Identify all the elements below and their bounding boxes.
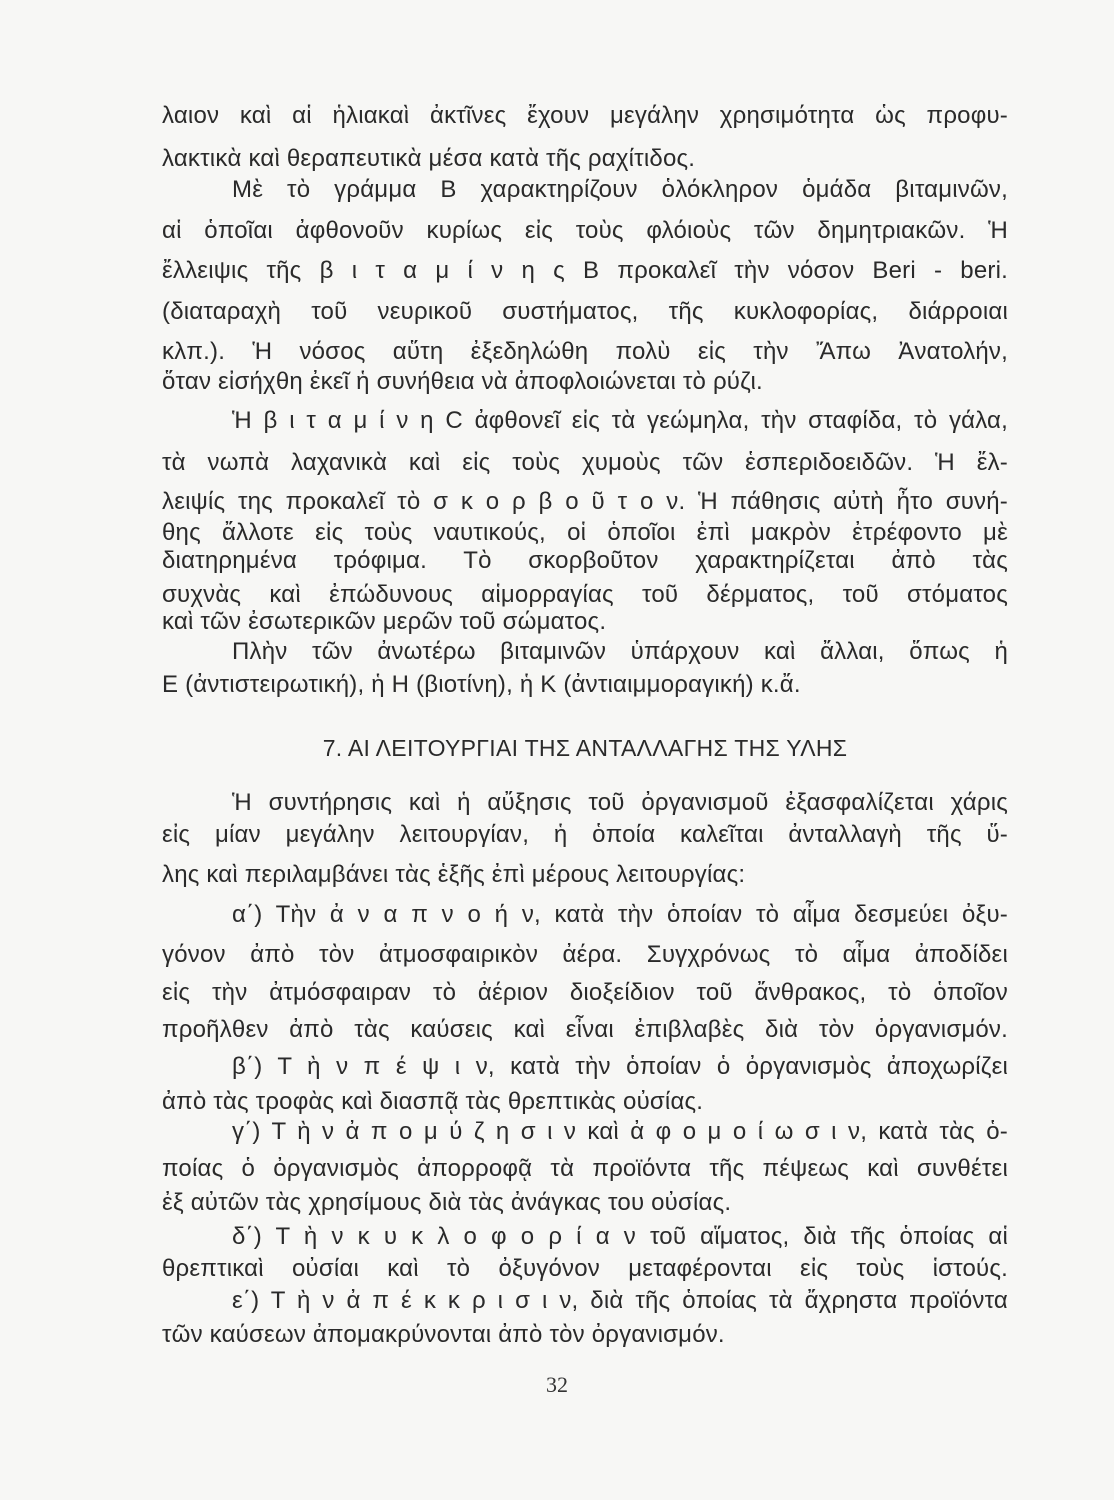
text-line: προῆλθεν ἀπὸ τὰς καύσεις καὶ εἶναι ἐπιβλαβὲς διὰ τὸν ὀργανισμόν.	[162, 1016, 1008, 1043]
text-line: ὅταν εἰσήχθη ἐκεῖ ἡ συνήθεια νὰ ἀποφλοιώνεται τὸ ρύζι.	[162, 368, 763, 395]
text-line: ε΄) Τ ὴ ν ἀ π έ κ κ ρ ι σ ι ν, διὰ τῆς ὁποίας τὰ ἄχρηστα προϊόντα	[232, 1287, 1008, 1314]
text-line: εἰς μίαν μεγάλην λειτουργίαν, ἡ ὁποία καλεῖται ἀνταλλαγὴ τῆς ὕ-	[162, 821, 1008, 848]
text-line: διατηρημένα τρόφιμα. Τὸ σκορβοῦτον χαρακτηρίζεται ἀπὸ τὰς	[162, 547, 1008, 574]
text-line: εἰς τὴν ἀτμόσφαιραν τὸ ἀέριον διοξείδιον τοῦ ἄνθρακος, τὸ ὁποῖον	[162, 979, 1008, 1006]
text-line: λαιον καὶ αἱ ἡλιακαὶ ἀκτῖνες ἔχουν μεγάλην χρησιμότητα ὡς προφυ-	[162, 102, 1008, 129]
text-line: λης καὶ περιλαμβάνει τὰς ἑξῆς ἐπὶ μέρους λειτουργίας:	[162, 861, 746, 888]
text-line: Ε (ἀντιστειρωτική), ἡ Η (βιοτίνη), ἡ Κ (ἀντιαιμμοραγική) κ.ἄ.	[162, 671, 801, 698]
text-line: καὶ τῶν ἐσωτερικῶν μερῶν τοῦ σώματος.	[162, 608, 607, 635]
text-line: ἐξ αὐτῶν τὰς χρησίμους διὰ τὰς ἀνάγκας του οὐσίας.	[162, 1189, 732, 1216]
text-line: συχνὰς καὶ ἐπώδυνους αἱμορραγίας τοῦ δέρματος, τοῦ στόματος	[162, 581, 1008, 608]
text-line: β΄) Τ ὴ ν π έ ψ ι ν, κατὰ τὴν ὁποίαν ὁ ὀργανισμὸς ἀποχωρίζει	[232, 1053, 1008, 1080]
text-line: λειψίς της προκαλεῖ τὸ σ κ ο ρ β ο ῦ τ ο ν. Ἡ πάθησις αὐτὴ ἦτο συνή-	[162, 488, 1008, 515]
page-number: 32	[546, 1372, 568, 1397]
text-line: ποίας ὁ ὀργανισμὸς ἀπορροφᾷ τὰ προϊόντα τῆς πέψεως καὶ συνθέτει	[162, 1155, 1008, 1182]
text-line: Πλὴν τῶν ἀνωτέρω βιταμινῶν ὑπάρχουν καὶ ἄλλαι, ὅπως ἡ	[232, 638, 1008, 665]
text-line: Ἡ συντήρησις καὶ ἡ αὔξησις τοῦ ὀργανισμοῦ ἐξασφαλίζεται χάρις	[232, 789, 1008, 816]
text-line: Ἡ β ι τ α μ ί ν η C ἀφθονεῖ εἰς τὰ γεώμηλα, τὴν σταφίδα, τὸ γάλα,	[232, 407, 1008, 434]
text-line: α΄) Τὴν ἀ ν α π ν ο ή ν, κατὰ τὴν ὁποίαν τὸ αἷμα δεσμεύει ὀξυ-	[232, 901, 1008, 928]
text-line: λακτικὰ καὶ θεραπευτικὰ μέσα κατὰ τῆς ραχίτιδος.	[162, 145, 696, 172]
text-line: δ΄) Τ ὴ ν κ υ κ λ ο φ ο ρ ί α ν τοῦ αἵματος, διὰ τῆς ὁποίας αἱ	[232, 1223, 1008, 1250]
text-line: ἀπὸ τὰς τροφὰς καὶ διασπᾷ τὰς θρεπτικὰς οὐσίας.	[162, 1088, 704, 1115]
text-line: θης ἄλλοτε εἰς τοὺς ναυτικούς, οἱ ὁποῖοι ἐπὶ μακρὸν ἐτρέφοντο μὲ	[162, 519, 1008, 546]
section-heading: 7. ΑΙ ΛΕΙΤΟΥΡΓΙΑΙ ΤΗΣ ΑΝΤΑΛΛΑΓΗΣ ΤΗΣ ΥΛΗΣ	[322, 735, 848, 761]
text-line: (διαταραχὴ τοῦ νευρικοῦ συστήματος, τῆς κυκλοφορίας, διάρροιαι	[162, 298, 1008, 325]
text-line: κλπ.). Ἡ νόσος αὕτη ἐξεδηλώθη πολὺ εἰς τὴν Ἄπω Ἀνατολήν,	[162, 338, 1008, 365]
text-line: Μὲ τὸ γράμμα Β χαρακτηρίζουν ὁλόκληρον ὁμάδα βιταμινῶν,	[232, 176, 1008, 203]
text-line: γ΄) Τ ὴ ν ἀ π ο μ ύ ζ η σ ι ν καὶ ἀ φ ο μ ο ί ω σ ι ν, κατὰ τὰς ὁ-	[232, 1118, 1008, 1145]
text-line: αἱ ὁποῖαι ἀφθονοῦν κυρίως εἰς τοὺς φλόιοὺς τῶν δημητριακῶν. Ἡ	[162, 217, 1008, 244]
text-line: ἔλλειψις τῆς β ι τ α μ ί ν η ς Β προκαλεῖ τὴν νόσον Beri - beri.	[162, 257, 1008, 284]
text-line: τῶν καύσεων ἀπομακρύνονται ἀπὸ τὸν ὀργανισμόν.	[162, 1321, 725, 1348]
text-line: τὰ νωπὰ λαχανικὰ καὶ εἰς τοὺς χυμοὺς τῶν ἑσπεριδοειδῶν. Ἡ ἔλ-	[162, 449, 1008, 476]
text-line: θρεπτικαὶ οὐσίαι καὶ τὸ ὀξυγόνον μεταφέρονται εἰς τοὺς ἱστούς.	[162, 1255, 1008, 1282]
text-line: γόνον ἀπὸ τὸν ἀτμοσφαιρικὸν ἀέρα. Συγχρόνως τὸ αἷμα ἀποδίδει	[162, 941, 1008, 968]
